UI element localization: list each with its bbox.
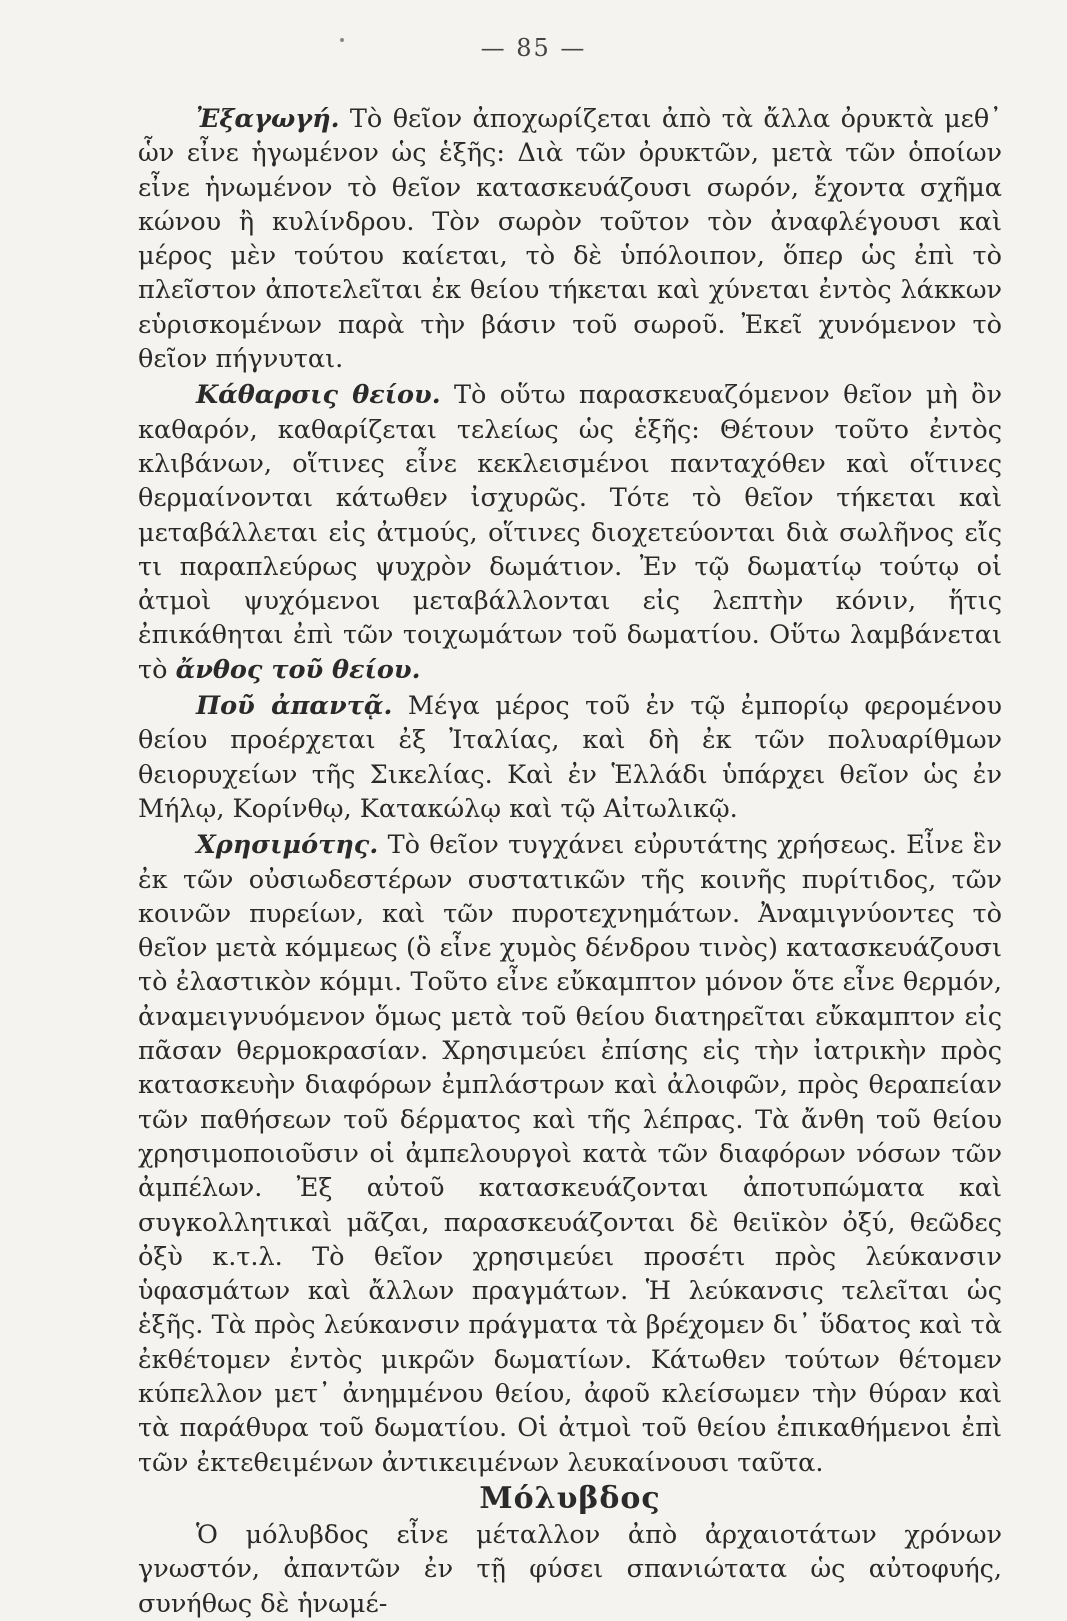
paragraph-occurrence <box>138 689 1002 826</box>
paragraph-purification <box>138 378 1002 687</box>
paragraph-heading: Χρησιμότης. <box>196 830 379 861</box>
body-text <box>138 102 1002 1621</box>
paragraph-heading: Κάθαρσις θείου. <box>196 380 441 411</box>
paragraph-heading: Ἐξαγωγή. <box>196 104 340 134</box>
paragraph-body: Τὸ οὕτω παρασκευαζόμενον θεῖον μὴ ὂν καθαρόν, καθαρίζεται τελείως ὡς ἑξῆς: Θέτουν τοῦτο ἐντὸς κλιβάνων, οἵτινες εἶνε κεκλεισμένοι πανταχόθεν καὶ οἵτινες θερμαίνονται κάτωθεν ἰσχυρῶς. Τότε τὸ θεῖον τήκεται καὶ μεταβάλλεται εἰς ἀτμούς, οἵτινες διοχετεύονται διὰ σωλῆνος εἴς τι παραπλεύρως ψυχρὸν δωμάτιον. Ἐν τῷ δωματίῳ τούτῳ οἱ ἀτμοὶ ψυχόμενοι μεταβάλλονται εἰς λεπτὴν κόνιν, ἥτις ἐπικάθηται ἐπὶ τῶν τοιχωμάτων τοῦ δωματίου. Οὕτω λαμβάνεται τὸ <box>138 380 1002 685</box>
paragraph-usefulness <box>138 828 1002 1480</box>
paragraph-heading: Ποῦ ἀπαντᾷ. <box>196 691 393 722</box>
paragraph-extraction <box>138 102 1002 376</box>
paragraph-body: Μέγα μέρος τοῦ ἐν τῷ ἐμπορίῳ φερομένου θείου προέρχεται ἐξ Ἰταλίας, καὶ δὴ ἐκ τῶν πολυαρίθμων θειορυχείων τῆς Σικελίας. Καὶ ἐν Ἑλλάδι ὑπάρχει θεῖον ὡς ἐν Μήλῳ, Κορίνθῳ, Κατακώλῳ καὶ τῷ Αἰτωλικῷ. <box>138 691 1002 824</box>
paragraph-body: Τὸ θεῖον ἀποχωρίζεται ἀπὸ τὰ ἄλλα ὀρυκτὰ μεθ᾽ ὧν εἶνε ἡγωμένον ὡς ἑξῆς: Διὰ τῶν ὀρυκτῶν, μετὰ τῶν ὁποίων εἶνε ἡνωμένον τὸ θεῖον κατασκευάζουσι σωρόν, ἔχοντα σχῆμα κώνου ἢ κυλίνδρου. Τὸν σωρὸν τοῦτον τὸν ἀναφλέγουσι καὶ μέρος μὲν τούτου καίεται, τὸ δὲ ὑπόλοιπον, ὅπερ ὡς ἐπὶ τὸ πλεῖστον ἀποτελεῖται ἐκ θείου τήκεται καὶ χύνεται ἐντὸς λάκκων εὑρισκομένων παρὰ τὴν βάσιν τοῦ σωροῦ. Ἐκεῖ χυνόμενον τὸ θεῖον πήγνυται. <box>138 104 1002 375</box>
paragraph-body: Τὸ θεῖον τυγχάνει εὐρυτάτης χρήσεως. Εἶνε ἓν ἐκ τῶν οὐσιωδεστέρων συστατικῶν τῆς κοινῆς πυρίτιδος, τῶν κοινῶν πυρείων, καὶ τῶν πυροτεχνημάτων. Ἀναμιγνύοντες τὸ θεῖον μετὰ κόμμεως (ὃ εἶνε χυμὸς δένδρου τινὸς) κατασκευάζουσι τὸ ἐλαστικὸν κόμμι. Τοῦτο εἶνε εὔκαμπτον μόνον ὅτε εἶνε θερμόν, ἀναμειγνυόμενον ὅμως μετὰ τοῦ θείου διατηρεῖται εὔκαμπτον εἰς πᾶσαν θερμοκρασίαν. Χρησιμεύει ἐπίσης εἰς τὴν ἰατρικὴν πρὸς κατασκευὴν διαφόρων ἐμπλάστρων καὶ ἀλοιφῶν, πρὸς θεραπείαν τῶν παθήσεων τοῦ δέρματος καὶ τῆς λέπρας. Τὰ ἄνθη τοῦ θείου χρησιμοποιοῦσιν οἱ ἀμπελουργοὶ κατὰ τῶν διαφόρων νόσων τῶν ἀμπέλων. Ἐξ αὐτοῦ κατασκευάζονται ἀποτυπώματα καὶ συγκολλητικαὶ μᾶζαι, παρασκευάζονται δὲ θειϊκὸν ὀξύ, θεῶδες ὀξὺ κ.τ.λ. Τὸ θεῖον χρησιμεύει προσέτι πρὸς λεύκανσιν ὑφασμάτων καὶ ἄλλων πραγμάτων. Ἡ λεύκανσις τελεῖται ὡς ἑξῆς. Τὰ πρὸς λεύκανσιν πράγματα τὰ βρέχομεν δι᾽ ὕδατος καὶ τὰ ἐκθέτομεν ἐντὸς μικρῶν δωματίων. Κάτωθεν τούτων θέτομεν κύπελλον μετ᾽ ἀνημμένου θείου, ἀφοῦ κλείσωμεν τὴν θύραν καὶ τὰ παράθυρα τοῦ δωματίου. Οἱ ἀτμοὶ τοῦ θείου ἐπικαθήμενοι ἐπὶ τῶν ἐκτεθειμένων ἀντικειμένων λευκαίνουσι ταῦτα. <box>138 830 1002 1478</box>
page-number: — 85 — <box>480 34 587 62</box>
section-title: Μόλυβδος <box>479 1480 661 1516</box>
paragraph-lead: Ὁ μόλυβδος εἶνε μέταλλον ἀπὸ ἀρχαιοτάτων χρόνων γνωστόν, ἀπαντῶν ἐν τῇ φύσει σπανιώτατα ὡς αὐτοφυής, συνήθως δὲ ἡνωμέ- <box>138 1520 1002 1619</box>
paragraph-emphasis: ἄνθος τοῦ θείου. <box>175 654 421 685</box>
